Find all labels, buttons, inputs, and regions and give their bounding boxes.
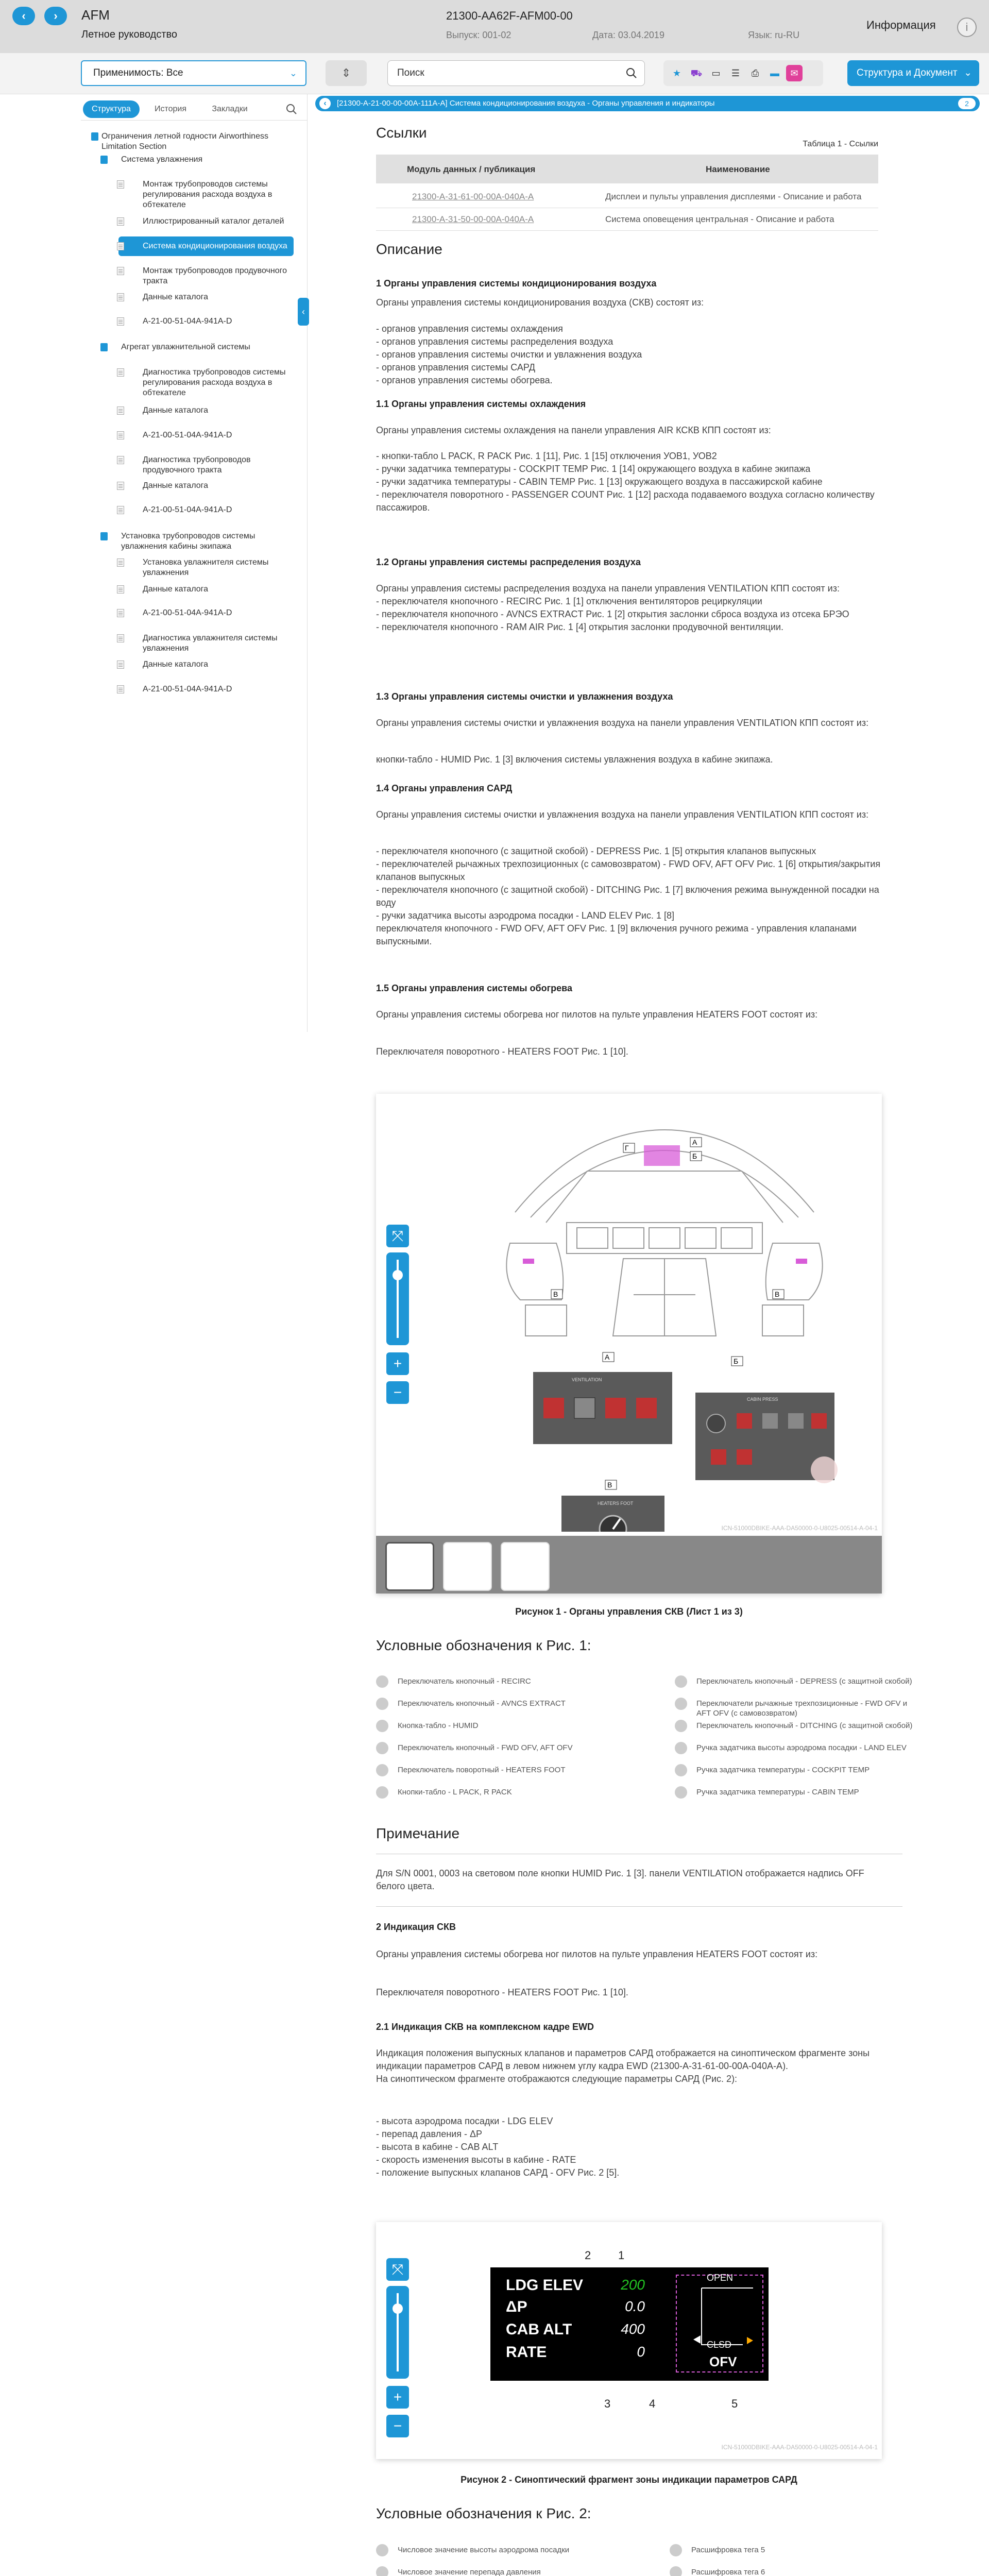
zoom-out-button[interactable]: − [386, 1381, 409, 1404]
zoom-slider[interactable] [386, 2286, 409, 2379]
zoom-slider[interactable] [386, 1252, 409, 1345]
language-label: Язык: ru-RU [748, 30, 800, 40]
search-placeholder: Поиск [397, 67, 424, 78]
document-icon [117, 685, 124, 693]
document-icon [117, 585, 124, 594]
legend-marker [675, 1764, 687, 1776]
paragraph: Органы управления системы охлаждения на панели управления AIR КСКВ КПП состоят из: [376, 425, 771, 435]
zoom-in-button[interactable]: + [386, 1352, 409, 1375]
legend-item: Ручка задатчика температуры - CABIN TEMP [696, 1788, 859, 1797]
document-icon [117, 267, 124, 275]
legend-marker [376, 1698, 388, 1710]
document-icon [117, 293, 124, 301]
legend-item: Числовое значение перепада давления [398, 2568, 541, 2576]
section-heading: 1.1 Органы управления системы охлаждения [376, 399, 586, 409]
legend-item: Расшифровка тега 5 [691, 2546, 765, 2554]
search-icon[interactable] [626, 67, 637, 79]
comment-icon[interactable]: ▭ [711, 68, 721, 78]
app-subtitle: Летное руководство [81, 29, 178, 40]
tree-item[interactable]: Данные каталога [143, 481, 208, 490]
sidebar-collapse-button[interactable]: ‹ [298, 298, 309, 326]
tree-item[interactable]: A-21-00-51-04A-941A-D [143, 317, 232, 326]
zoom-handle[interactable] [393, 2303, 403, 2314]
legend-marker [376, 1675, 388, 1688]
tree-item[interactable]: Данные каталога [143, 585, 208, 594]
document-icon [117, 180, 124, 189]
section-heading: 1.5 Органы управления системы обогрева [376, 983, 572, 993]
tab-structure[interactable]: Структура [83, 100, 140, 118]
info-link[interactable]: Информация [866, 19, 936, 31]
bullet-list: Переключателя поворотного - HEATERS FOOT Рис. 1 [10]. [376, 1987, 628, 1997]
note-title: Примечание [376, 1825, 460, 1841]
figure-2-viewer [376, 2222, 882, 2459]
figure-1-caption: Рисунок 1 - Органы управления СКВ (Лист 1 из 3) [515, 1606, 743, 1617]
ewd-label: RATE [506, 2344, 547, 2361]
tree-item[interactable]: Диагностика увлажнителя системы увлажнения [143, 634, 278, 653]
legend-item: Переключатель поворотный - HEATERS FOOT [398, 1766, 566, 1774]
legend-item: Переключатель кнопочный - DEPRESS (с защитной скобой) [696, 1677, 912, 1686]
document-icon [117, 506, 124, 514]
cart-icon[interactable]: ⛟ [690, 68, 703, 78]
legend-marker [675, 1786, 687, 1799]
document-icon [117, 609, 124, 617]
document-icon [117, 406, 124, 415]
legend-item: Кнопки-табло - L PACK, R PACK [398, 1788, 512, 1797]
ewd-value: 400 [621, 2321, 645, 2337]
paragraph: Органы управления системы очистки и увлажнения воздуха на панели управления VENTILATION КПП состоят из: [376, 809, 869, 820]
chevron-down-icon: ⌄ [289, 68, 297, 78]
forward-button[interactable]: › [44, 7, 67, 25]
figure-callout: А [692, 1138, 697, 1146]
figure-2-caption: Рисунок 2 - Синоптический фрагмент зоны индикации параметров САРД [461, 2475, 797, 2485]
bullet-list: - кнопки-табло L PACK, R PACK Рис. 1 [11], Рис. 1 [15] отключения УОВ1, УОВ2 - ручки задатчика температуры - COCKPIT TEMP Рис. 1 [14] окружающего воздуха в кабине экипажа - ручки задатчика температуры - CABIN TEMP Рис. 1 [13] окружающего воздуха в пассажирской кабине - переключателя поворотного - PASSENGER COUNT Рис. 1 [12] расхода подаваемого воздуха согласно количеству пассажиров. [376, 451, 875, 513]
table-cell-link[interactable]: 21300-A-31-50-00-00A-040A-A [412, 214, 534, 224]
document-icon [117, 431, 124, 439]
toolbar [0, 53, 989, 94]
back-button[interactable]: ‹ [12, 7, 35, 25]
tree-item[interactable]: Монтаж трубопроводов продувочного тракта [143, 266, 287, 285]
figure-1-viewer [376, 1094, 882, 1594]
ofv-label: OFV [709, 2354, 737, 2369]
divider [376, 1906, 902, 1907]
figure-callout: 3 [604, 2397, 611, 2410]
breadcrumb [315, 96, 980, 111]
table-row [376, 185, 878, 208]
applicability-value: Применимость: Все [93, 67, 183, 78]
tree-item[interactable]: Установка трубопроводов системы увлажнения кабины экипажа [121, 532, 255, 551]
tree-item[interactable]: Данные каталога [143, 660, 208, 669]
bullet-list: - высота аэродрома посадки - LDG ELEV - перепад давления - ΔP - высота в кабине - CAB ALT - скорость изменения высоты в кабине - RATE - положение выпускных клапанов САРД - OFV Рис. 2 [5]. [376, 2116, 620, 2178]
divider [81, 120, 308, 121]
app-header [0, 0, 989, 53]
thumbnail-sheet-1[interactable] [385, 1542, 434, 1591]
legend-item: Переключатель кнопочный - AVNCS EXTRACT [398, 1699, 566, 1708]
note-text: Для S/N 0001, 0003 на световом поле кнопки HUMID Рис. 1 [3]. панели VENTILATION отображается надпись OFF белого цвета. [376, 1868, 864, 1891]
document-icon [117, 660, 124, 669]
tree-item[interactable]: A-21-00-51-04A-941A-D [143, 685, 232, 693]
tree-item[interactable]: Монтаж трубопроводов системы регулирования расхода воздуха в обтекателе [143, 180, 272, 209]
legend-marker [376, 1720, 388, 1732]
tool-icon-group [663, 60, 823, 86]
legend-item: Числовое значение высоты аэродрома посадки [398, 2546, 570, 2554]
panel-label: VENTILATION [572, 1377, 602, 1382]
app-title: AFM [81, 7, 110, 23]
sidebar [81, 94, 308, 1032]
section-heading: 1.3 Органы управления системы очистки и увлажнения воздуха [376, 691, 673, 702]
document-icon [117, 456, 124, 464]
tree-item[interactable]: Ограничения летной годности Airworthiness Limitation Section [101, 132, 268, 151]
figure-callout: 1 [618, 2249, 625, 2262]
legend-item: Ручка задатчика температуры - COCKPIT TEMP [696, 1766, 870, 1774]
figure-callout: В [553, 1290, 558, 1298]
ofv-open-label: OPEN [707, 2273, 734, 2283]
paragraph: Органы управления системы распределения воздуха на панели управления VENTILATION КПП состоят из: - переключателя кнопочного - RECIRC Рис. 1 [1] отключения вентиляторов рециркуляции - переключателя кнопочного - AVNCS EXTRACT Рис. 1 [2] открытия заслонки сброса воздуха из отсека БРЭО - переключателя кнопочного - RAM AIR Рис. 1 [4] открытия заслонки продувочной вентиляции. [376, 583, 849, 632]
breadcrumb-text[interactable]: [21300-A-21-00-00-00A-111A-A] Система кондиционирования воздуха - Органы управления и индикаторы [337, 99, 715, 108]
tree-item[interactable]: Данные каталога [143, 406, 208, 415]
star-icon[interactable]: ★ [672, 68, 681, 78]
thumbnail-sheet-3[interactable] [501, 1542, 550, 1591]
section-heading: 2 Индикация СКВ [376, 1922, 456, 1932]
mail-icon[interactable]: ✉ [786, 65, 803, 81]
legend-marker [376, 1742, 388, 1754]
tree-item[interactable]: A-21-00-51-04A-941A-D [143, 505, 232, 514]
chevron-down-icon: ⌄ [964, 67, 972, 78]
legend-item: Кнопка-табло - HUMID [398, 1721, 479, 1730]
figure-id: ICN-51000DBIKE-AAA-DA50000-0-U8025-00514-A-04-1 [721, 2444, 878, 2451]
figure-callout: В [775, 1290, 780, 1298]
sidebar-tabs [81, 94, 308, 120]
info-icon[interactable]: i [957, 18, 977, 37]
structure-document-label: Структура и Документ [857, 67, 958, 78]
table-row [376, 208, 878, 231]
document-icon [117, 242, 124, 250]
table-caption: Таблица 1 - Ссылки [803, 140, 878, 148]
tree-item[interactable]: A-21-00-51-04A-941A-D [143, 608, 232, 617]
bullet-list: Переключателя поворотного - HEATERS FOOT Рис. 1 [10]. [376, 1046, 628, 1057]
sidebar-search-icon[interactable] [286, 104, 297, 115]
expand-collapse-button[interactable]: ⇕ [326, 60, 367, 86]
tab-bookmarks[interactable]: Закладки [212, 105, 248, 113]
ewd-label: ΔP [506, 2298, 527, 2315]
figure-callout: 5 [731, 2397, 738, 2410]
ewd-value: 0.0 [625, 2298, 645, 2314]
issue-label: Выпуск: 001-02 [446, 30, 511, 40]
table-cell: Дисплеи и пульты управления дисплеями - Описание и работа [605, 192, 862, 201]
legend-2-title: Условные обозначения к Рис. 2: [376, 2505, 591, 2521]
legend-marker [675, 1675, 687, 1688]
search-input[interactable] [387, 60, 645, 86]
paragraph: Органы управления системы очистки и увлажнения воздуха на панели управления VENTILATION КПП состоят из: [376, 718, 869, 728]
ewd-cabin-press-display [490, 2267, 769, 2381]
zoom-in-button[interactable]: + [386, 2386, 409, 2409]
cockpit-illustration [469, 1109, 860, 1532]
legend-marker [376, 1786, 388, 1799]
document-icon [117, 217, 124, 226]
paragraph: Органы управления системы обогрева ног пилотов на пульте управления HEATERS FOOT состоят из: [376, 1949, 818, 1959]
print-icon[interactable]: ⎙ [751, 68, 759, 78]
legend-1-title: Условные обозначения к Рис. 1: [376, 1637, 591, 1653]
paragraph: Индикация положения выпускных клапанов и параметров САРД отображается на синоптическом фрагменте зоны индикации параметров САРД в левом нижнем углу кадра EWD (21300-A-31-61-00-00A-040A-A). На синоптическом фрагменте отображаются следующие параметры САРД (Рис. 2): [376, 2048, 870, 2084]
figure-id: ICN-51000DBIKE-AAA-DA50000-0-U8025-00514-A-04-1 [721, 1524, 878, 1532]
display-icon[interactable]: ▬ [770, 68, 779, 78]
applicability-select[interactable] [81, 60, 306, 86]
bullet-list: - органов управления системы охлаждения - органов управления системы распределения воздуха - органов управления системы очистки и увлажнения воздуха - органов управления системы САРД - органов управления системы обогрева. [376, 324, 642, 385]
zoom-handle[interactable] [393, 1270, 403, 1280]
table-cell-link[interactable]: 21300-A-31-61-00-00A-040A-A [412, 192, 534, 201]
figure-callout: В [607, 1481, 612, 1489]
breadcrumb-back-button[interactable]: ‹ [319, 98, 331, 109]
tree-item[interactable]: A-21-00-51-04A-941A-D [143, 431, 232, 439]
legend-marker [376, 1764, 388, 1776]
figure-callout: А [605, 1353, 610, 1361]
legend-marker [376, 2544, 388, 2556]
tree-item[interactable]: Установка увлажнителя системы увлажнения [143, 558, 269, 577]
refs-title: Ссылки [376, 125, 427, 141]
ewd-value: 200 [621, 2277, 645, 2293]
document-icon [117, 368, 124, 377]
document-icon [117, 482, 124, 490]
book-icon [100, 343, 108, 351]
legend-item: Переключатель кнопочный - DITCHING (с защитной скобой) [696, 1721, 913, 1730]
ewd-value: 0 [637, 2344, 645, 2360]
book-icon [91, 132, 98, 141]
figure-thumbnails [376, 1536, 882, 1594]
ewd-label: LDG ELEV [506, 2277, 584, 2294]
tab-history[interactable]: История [154, 105, 187, 113]
ofv-closed-label: CLSD [707, 2340, 732, 2350]
tree-item[interactable]: Иллюстрированный каталог деталей [143, 217, 284, 226]
ofv-scale [681, 2283, 758, 2350]
paragraph: Органы управления системы кондиционирования воздуха (СКВ) состоят из: [376, 297, 704, 308]
figure-callout: Б [734, 1357, 739, 1365]
ewd-label: CAB ALT [506, 2321, 572, 2338]
legend-marker [670, 2544, 682, 2556]
column-header-name: Наименование [706, 164, 770, 174]
document-icon [117, 634, 124, 642]
legend-marker [376, 2566, 388, 2576]
figure-callout: Б [692, 1152, 697, 1160]
legend-marker [675, 1720, 687, 1732]
section-heading: 2.1 Индикация СКВ на комплексном кадре EWD [376, 2022, 594, 2032]
section-heading: 1 Органы управления системы кондиционирования воздуха [376, 278, 657, 289]
figure-callout: Г [625, 1144, 629, 1152]
book-icon [100, 156, 108, 164]
legend-item: Переключатель кнопочный - FWD OFV, AFT OFV [398, 1743, 573, 1752]
legend-marker [675, 1742, 687, 1754]
document-icon [117, 558, 124, 567]
structure-document-button[interactable] [847, 60, 979, 86]
figure-callout: 2 [585, 2249, 591, 2262]
paragraph: Органы управления системы обогрева ног пилотов на пульте управления HEATERS FOOT состоят из: [376, 1009, 818, 1020]
tree-item[interactable]: Система кондиционирования воздуха [143, 242, 287, 250]
description-title: Описание [376, 241, 442, 257]
legend-item: Расшифровка тега 6 [691, 2568, 765, 2576]
notes-icon[interactable]: ☰ [731, 68, 740, 78]
document-code: 21300-AA62F-AFM00-00 [446, 9, 573, 22]
bullet-list: - переключателя кнопочного (с защитной скобой) - DEPRESS Рис. 1 [5] открытия клапанов выпускных - переключателей рычажных трехпозиционных (с самовозвратом) - FWD OFV, AFT OFV Рис. 1 [6] открытия/закрытия клапанов выпускных - переключателя кнопочного (с защитной скобой) - DITCHING Рис. 1 [7] включения режима вынужденной посадки на воду - ручки задатчика высоты аэродрома посадки - LAND ELEV Рис. 1 [8] переключателя кнопочного - FWD OFV, AFT OFV Рис. 1 [9] включения ручного режима - управления клапанами выпускными. [376, 846, 881, 946]
legend-item: Ручка задатчика высоты аэродрома посадки - LAND ELEV [696, 1743, 907, 1752]
bullet-list: кнопки-табло - HUMID Рис. 1 [3] включения системы увлажнения воздуха в кабине экипажа. [376, 754, 773, 765]
legend-item: Переключатель кнопочный - RECIRC [398, 1677, 531, 1686]
zoom-out-button[interactable]: − [386, 2415, 409, 2437]
panel-label: HEATERS FOOT [598, 1501, 634, 1506]
column-header-module: Модуль данных / публикация [407, 164, 536, 174]
date-label: Дата: 03.04.2019 [592, 30, 664, 40]
document-icon [117, 317, 124, 326]
table-header [376, 155, 878, 183]
tree-item[interactable]: Диагностика трубопроводов продувочного тракта [143, 455, 251, 474]
thumbnail-sheet-2[interactable] [443, 1542, 492, 1591]
zoom-panel [386, 2258, 409, 2433]
tree-item[interactable]: Данные каталога [143, 293, 208, 301]
book-icon [100, 532, 108, 540]
legend-item: Переключатели рычажные трехпозиционные - FWD OFV и AFT OFV (с самовозвратом) [696, 1699, 908, 1718]
fit-screen-button[interactable]: ⤧ [386, 2258, 409, 2281]
breadcrumb-count[interactable]: 2 [958, 98, 976, 109]
tree-item[interactable]: Агрегат увлажнительной системы [121, 343, 250, 351]
figure-callout: 4 [649, 2397, 656, 2410]
zoom-panel [386, 1225, 409, 1400]
tree-item[interactable]: Диагностика трубопроводов системы регулирования расхода воздуха в обтекателе [143, 368, 286, 397]
tree-item[interactable]: Система увлажнения [121, 155, 203, 164]
section-heading: 1.4 Органы управления САРД [376, 783, 513, 793]
panel-label: CABIN PRESS [747, 1397, 778, 1402]
table-cell: Система оповещения центральная - Описание и работа [605, 214, 834, 224]
fit-screen-button[interactable]: ⤧ [386, 1225, 409, 1247]
legend-marker [675, 1698, 687, 1710]
legend-marker [670, 2566, 682, 2576]
section-heading: 1.2 Органы управления системы распределения воздуха [376, 557, 641, 567]
